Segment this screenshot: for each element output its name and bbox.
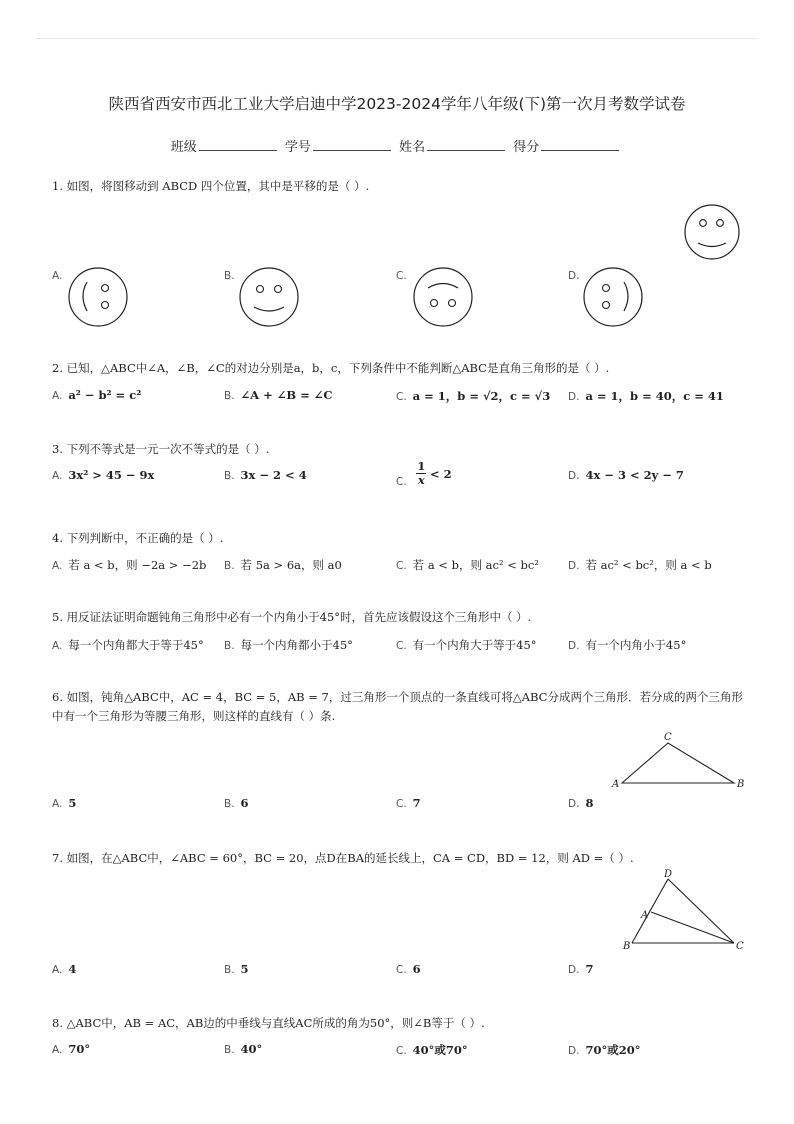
q7-label-a: A	[641, 910, 649, 921]
question-7-stem: 7. 如图，在△ABC中，∠ABC = 60°，BC = 20，点D在BA的延长线上，CA = CD，BD = 12，则 AD =（ ）.	[52, 851, 634, 865]
q8-option-c-label: C.	[396, 1045, 407, 1057]
q8-option-a-value: 70°	[68, 1042, 91, 1056]
q7-option-c-label: C.	[396, 964, 407, 976]
student-id-blank[interactable]	[313, 138, 391, 151]
q3-option-a-value: 3x² > 45 − 9x	[68, 468, 155, 482]
student-info-line	[0, 136, 794, 155]
q5-option-a-label: A.	[52, 640, 63, 652]
q6-option-b-label: B.	[224, 798, 235, 810]
q5-option-d-value: 有一个内角小于45°	[585, 638, 687, 652]
q3-option-b-label: B.	[224, 470, 235, 482]
q8-option-a[interactable]	[52, 1042, 90, 1056]
q4-option-d[interactable]	[568, 557, 712, 573]
question-6-stem: 6. 如图，钝角△ABC中，AC = 4，BC = 5，AB = 7，过三角形一个顶点的一条直线可将△ABC分成两个三角形．若分成的两个三角形中有一个三角形为等腰三角形，则这样的直线有（ ）条.	[52, 690, 743, 723]
q6-option-c[interactable]	[396, 796, 421, 810]
q1-option-b-face	[237, 265, 301, 329]
student-id-label: 学号	[284, 140, 311, 155]
q8-option-a-label: A.	[52, 1044, 63, 1056]
q6-option-a-value: 5	[68, 796, 77, 810]
q2-option-a-value: a² − b² = c²	[68, 388, 142, 402]
q2-option-b-label: B.	[224, 390, 235, 402]
question-8-stem: 8. △ABC中，AB = AC，AB边的中垂线与直线AC所成的角为50°，则∠B等于（ ）.	[52, 1016, 485, 1030]
q7-triangle-figure	[618, 868, 748, 954]
q1-option-c-face	[411, 265, 475, 329]
top-rule	[36, 38, 758, 39]
q8-option-b[interactable]	[224, 1042, 262, 1056]
q6-label-c: C	[664, 732, 672, 743]
q7-option-c-value: 6	[412, 962, 421, 976]
q7-option-c[interactable]	[396, 962, 421, 976]
q1-option-c-label: C.	[396, 270, 407, 282]
q5-option-b-value: 每一个内角都小于45°	[240, 638, 353, 652]
q7-option-b-value: 5	[240, 962, 249, 976]
q3-option-d[interactable]	[568, 468, 684, 482]
q4-option-a-value: 若 a < b，则 −2a > −2b	[68, 558, 207, 572]
q3-option-d-value: 4x − 3 < 2y − 7	[585, 468, 684, 482]
q7-label-c: C	[736, 941, 744, 952]
q8-option-c[interactable]	[396, 1042, 468, 1058]
name-label: 姓名	[399, 140, 426, 155]
q3-fraction-denominator: x	[417, 473, 425, 487]
q8-option-d-value: 70°或20°	[585, 1043, 641, 1057]
q6-option-b[interactable]	[224, 796, 249, 810]
q2-option-c-value: a = 1，b = √2，c = √3	[412, 389, 551, 403]
q5-option-c-label: C.	[396, 640, 407, 652]
class-blank[interactable]	[199, 138, 277, 151]
q4-option-b-value: 若 5a > 6a，则 a0	[240, 558, 342, 572]
q4-option-d-value: 若 ac² < bc²，则 a < b	[585, 558, 712, 572]
q1-option-d-face	[581, 265, 645, 329]
q4-option-c[interactable]	[396, 557, 539, 573]
q7-option-d[interactable]	[568, 962, 593, 976]
q2-option-a[interactable]	[52, 388, 141, 402]
q3-option-c-value: < 2	[430, 466, 452, 481]
q6-triangle-figure	[608, 728, 748, 792]
q3-option-c-label: C.	[396, 475, 407, 488]
q5-option-d[interactable]	[568, 637, 686, 653]
q1-option-d-label: D.	[568, 270, 580, 282]
q3-option-d-label: D.	[568, 470, 580, 482]
q7-option-d-value: 7	[585, 962, 594, 976]
q3-option-c-fraction	[416, 460, 426, 487]
q6-label-a: A	[612, 779, 620, 790]
q8-option-b-label: B.	[224, 1044, 235, 1056]
q1-option-b-label: B.	[224, 270, 235, 282]
q2-option-c[interactable]	[396, 388, 550, 404]
score-blank[interactable]	[541, 138, 619, 151]
q2-option-b[interactable]	[224, 388, 333, 402]
q7-option-a-label: A.	[52, 964, 63, 976]
question-2-stem: 2. 已知，△ABC中∠A，∠B，∠C的对边分别是a，b，c，下列条件中不能判断△ABC是直角三角形的是（ ）.	[52, 361, 610, 375]
name-blank[interactable]	[427, 138, 505, 151]
q7-option-d-label: D.	[568, 964, 580, 976]
q4-option-a[interactable]	[52, 557, 206, 573]
q7-option-b[interactable]	[224, 962, 249, 976]
q5-option-b[interactable]	[224, 637, 353, 653]
q3-option-a[interactable]	[52, 468, 154, 482]
q8-option-b-value: 40°	[240, 1042, 263, 1056]
q5-option-a-value: 每一个内角都大于等于45°	[68, 638, 204, 652]
q3-option-b[interactable]	[224, 468, 307, 482]
q8-option-d-label: D.	[568, 1045, 580, 1057]
q4-option-b[interactable]	[224, 557, 342, 573]
q6-option-c-value: 7	[412, 796, 421, 810]
q3-option-a-label: A.	[52, 470, 63, 482]
q6-option-c-label: C.	[396, 798, 407, 810]
q6-option-d-label: D.	[568, 798, 580, 810]
q3-option-b-value: 3x − 2 < 4	[240, 468, 307, 482]
q7-label-b: B	[623, 941, 631, 952]
q7-option-a[interactable]	[52, 962, 76, 976]
q6-label-b: B	[737, 779, 745, 790]
q6-option-d[interactable]	[568, 796, 593, 810]
q2-option-d[interactable]	[568, 388, 724, 404]
q4-option-c-value: 若 a < b，则 ac² < bc²	[412, 558, 539, 572]
q1-option-a-face	[66, 265, 130, 329]
q6-option-b-value: 6	[240, 796, 249, 810]
page-title: 陕西省西安市西北工业大学启迪中学2023-2024学年八年级(下)第一次月考数学试卷	[108, 95, 686, 113]
q8-option-d[interactable]	[568, 1042, 640, 1058]
question-3-stem: 3. 下列不等式是一元一次不等式的是（ ）.	[52, 442, 270, 456]
question-4-stem: 4. 下列判断中，不正确的是（ ）.	[52, 531, 224, 545]
q7-option-a-value: 4	[68, 962, 77, 976]
q4-option-a-label: A.	[52, 560, 63, 572]
question-1-stem: 1. 如图，将图移动到 ABCD 四个位置，其中是平移的是（ ）.	[52, 179, 370, 193]
q2-option-d-value: a = 1，b = 40，c = 41	[585, 389, 724, 403]
q3-option-c[interactable]	[396, 460, 452, 487]
q3-fraction-numerator: 1	[417, 459, 426, 473]
q2-option-d-label: D.	[568, 391, 580, 403]
q4-option-c-label: C.	[396, 560, 407, 572]
q2-option-b-value: ∠A + ∠B = ∠C	[240, 388, 333, 402]
question-5-stem: 5. 用反证法证明命题钝角三角形中必有一个内角小于45°时，首先应该假设这个三角形中（ ）.	[52, 610, 532, 624]
q5-option-d-label: D.	[568, 640, 580, 652]
q5-option-c[interactable]	[396, 637, 537, 653]
q2-option-c-label: C.	[396, 391, 407, 403]
q6-option-a-label: A.	[52, 798, 63, 810]
q4-option-d-label: D.	[568, 560, 580, 572]
q8-option-c-value: 40°或70°	[412, 1043, 468, 1057]
reference-smiley-figure	[682, 203, 742, 263]
q5-option-c-value: 有一个内角大于等于45°	[412, 638, 537, 652]
q6-option-d-value: 8	[585, 796, 594, 810]
q6-option-a[interactable]	[52, 796, 76, 810]
q5-option-a[interactable]	[52, 637, 204, 653]
class-label: 班级	[170, 140, 197, 155]
score-label: 得分	[513, 140, 540, 155]
q7-option-b-label: B.	[224, 964, 235, 976]
q7-label-d: D	[664, 869, 673, 880]
q2-option-a-label: A.	[52, 390, 63, 402]
q5-option-b-label: B.	[224, 640, 235, 652]
q4-option-b-label: B.	[224, 560, 235, 572]
q1-option-a-label: A.	[52, 270, 63, 282]
